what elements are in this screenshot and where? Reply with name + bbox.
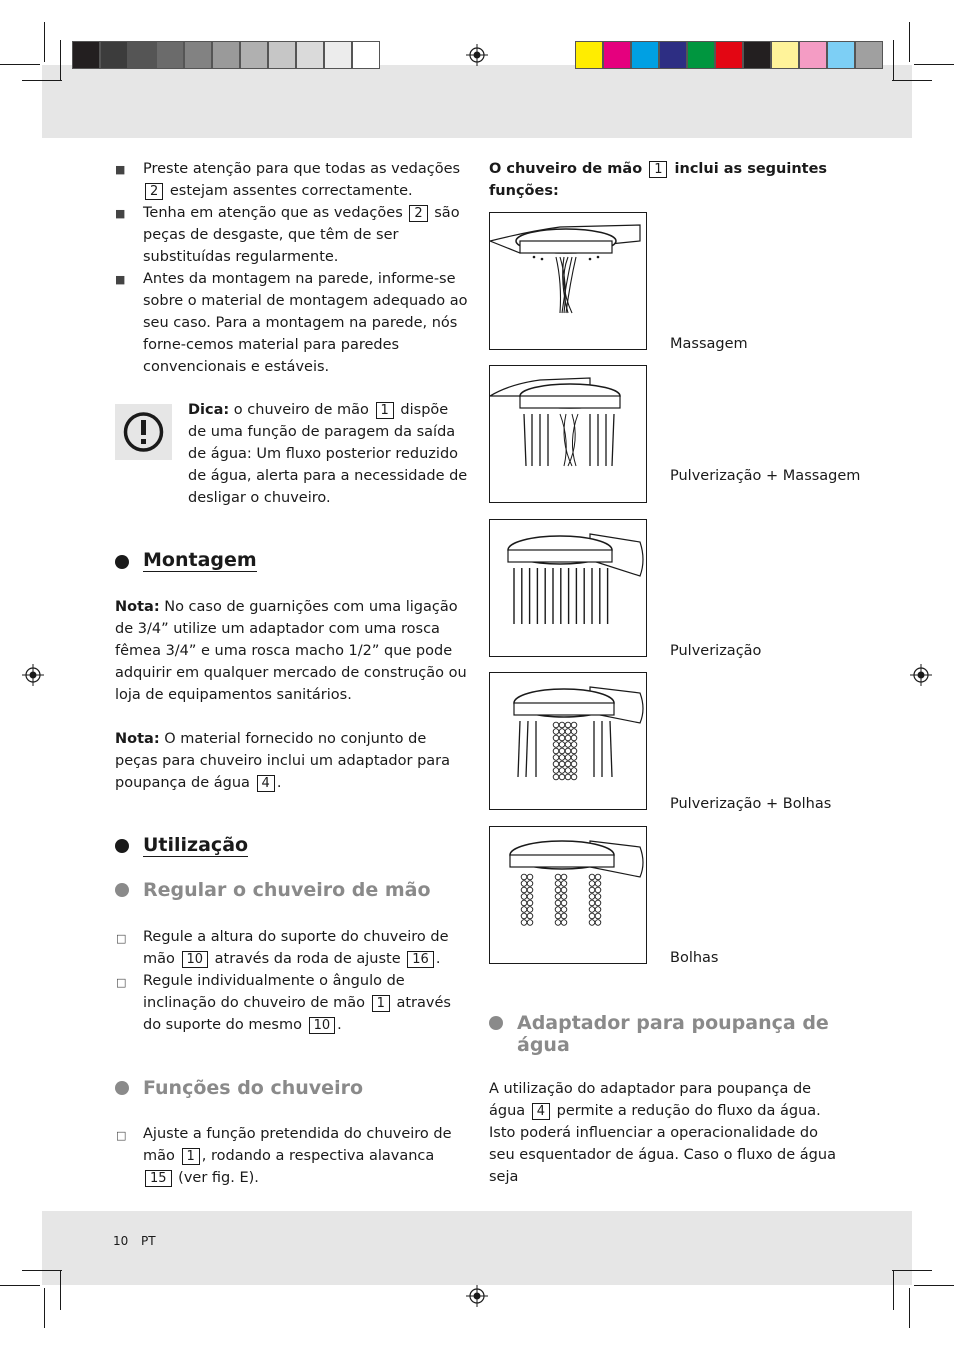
color-swatch: [575, 41, 603, 69]
footer-band: [42, 1211, 912, 1285]
color-swatch: [603, 41, 631, 69]
tip-text: Dica: o chuveiro de mão 1 dispõe de uma função de paragem da saída de água: Um fluxo posterior reduzido de água, alerta para a necessidade de desligar o chuveiro.: [188, 402, 468, 506]
heading-funcoes-chuveiro: Funções do chuveiro: [143, 1077, 364, 1099]
color-swatch: [771, 41, 799, 69]
color-swatch: [352, 41, 380, 69]
exclamation-icon: [115, 404, 172, 460]
registration-mark-icon: [466, 1285, 488, 1307]
registration-mark-icon: [910, 664, 932, 686]
language-code: PT: [141, 1234, 156, 1248]
color-swatch: [659, 41, 687, 69]
header-band: [42, 65, 912, 138]
color-swatch: [799, 41, 827, 69]
registration-mark-icon: [22, 664, 44, 686]
color-swatch: [296, 41, 324, 69]
color-swatch: [100, 41, 128, 69]
heading-montagem: Montagem: [143, 549, 257, 571]
color-swatch: [855, 41, 883, 69]
color-swatch: [212, 41, 240, 69]
color-swatch: [184, 41, 212, 69]
bullet-text-wall-mounting: Antes da montagem na parede, informe-se sobre o material de montagem adequado ao seu caso. Para a montagem na parede, nós forne-cemos material para paredes convencionais e estáveis.: [143, 271, 468, 375]
illustration-pulverizacao: [489, 519, 647, 657]
instruction-angle: Regule individualmente o ângulo de inclinação do chuveiro de mão 1 através do suporte do mesmo 10 .: [143, 973, 451, 1033]
registration-mark-icon: [466, 44, 488, 66]
note-adapter-thread: Nota: No caso de guarnições com uma ligação de 3/4” utilize um adaptador com uma rosca fêmea 3/4” e uma rosca macho 1/2” que pode adquirir em qualquer mercado de construção ou loja de equipamentos sanitários.: [115, 599, 467, 703]
section-bullet-icon: [115, 555, 129, 569]
illustration-pulverizacao-massagem: [489, 365, 647, 503]
color-swatch: [743, 41, 771, 69]
instruction-height: Regule a altura do suporte do chuveiro de mão 10 através da roda de ajuste 16 .: [143, 929, 449, 967]
subsection-bullet-icon: [489, 1016, 503, 1030]
checkbox-bullet-icon: □: [116, 932, 127, 945]
caption-massagem: Massagem: [670, 336, 748, 352]
checkbox-bullet-icon: □: [116, 976, 127, 989]
color-swatch: [827, 41, 855, 69]
note-supplied-material: Nota: O material fornecido no conjunto de peças para chuveiro inclui um adaptador para poupança de água 4 .: [115, 731, 451, 791]
color-swatch: [128, 41, 156, 69]
caption-pulverizacao-bolhas: Pulverização + Bolhas: [670, 796, 832, 812]
tip-icon-box: [115, 404, 172, 460]
page-number: 10: [113, 1234, 129, 1248]
section-bullet-icon: [115, 839, 129, 853]
bullet-square-icon: ■: [115, 163, 126, 176]
caption-pulverizacao-massagem: Pulverização + Massagem: [670, 468, 861, 484]
bullet-text-seals-seated: Preste atenção para que todas as vedações 2 estejam assentes correctamente.: [143, 161, 461, 199]
color-swatch: [240, 41, 268, 69]
color-swatch: [72, 41, 100, 69]
illustration-massagem: [489, 212, 647, 350]
color-swatch: [631, 41, 659, 69]
adaptador-text: A utilização do adaptador para poupança de água 4 permite a redução do fluxo da água. Isto poderá influenciar a operacionalidade do seu esquentador de água. Caso o fluxo de água seja: [489, 1081, 836, 1185]
heading-regular-chuveiro: Regular o chuveiro de mão: [143, 879, 431, 901]
color-swatch: [687, 41, 715, 69]
bullet-square-icon: ■: [115, 273, 126, 286]
caption-pulverizacao: Pulverização: [670, 643, 762, 659]
color-swatch: [715, 41, 743, 69]
illustration-pulverizacao-bolhas: [489, 672, 647, 810]
color-swatch: [324, 41, 352, 69]
caption-bolhas: Bolhas: [670, 950, 719, 966]
illustration-bolhas: [489, 826, 647, 964]
heading-utilizacao: Utilização: [143, 834, 249, 856]
bullet-square-icon: ■: [115, 207, 126, 220]
subsection-bullet-icon: [115, 1081, 129, 1095]
color-swatch: [268, 41, 296, 69]
functions-intro: O chuveiro de mão 1 inclui as seguintes funções:: [489, 161, 828, 199]
checkbox-bullet-icon: □: [116, 1129, 127, 1142]
subsection-bullet-icon: [115, 883, 129, 897]
heading-adaptador: Adaptador para poupança de água: [517, 1012, 829, 1056]
instruction-function-lever: Ajuste a função pretendida do chuveiro de mão 1 , rodando a respectiva alavanca 15 (ver fig. E).: [143, 1126, 452, 1186]
color-swatch: [156, 41, 184, 69]
bullet-text-seals-wear: Tenha em atenção que as vedações 2 são peças de desgaste, que têm de ser substituídas regularmente.: [143, 205, 460, 265]
